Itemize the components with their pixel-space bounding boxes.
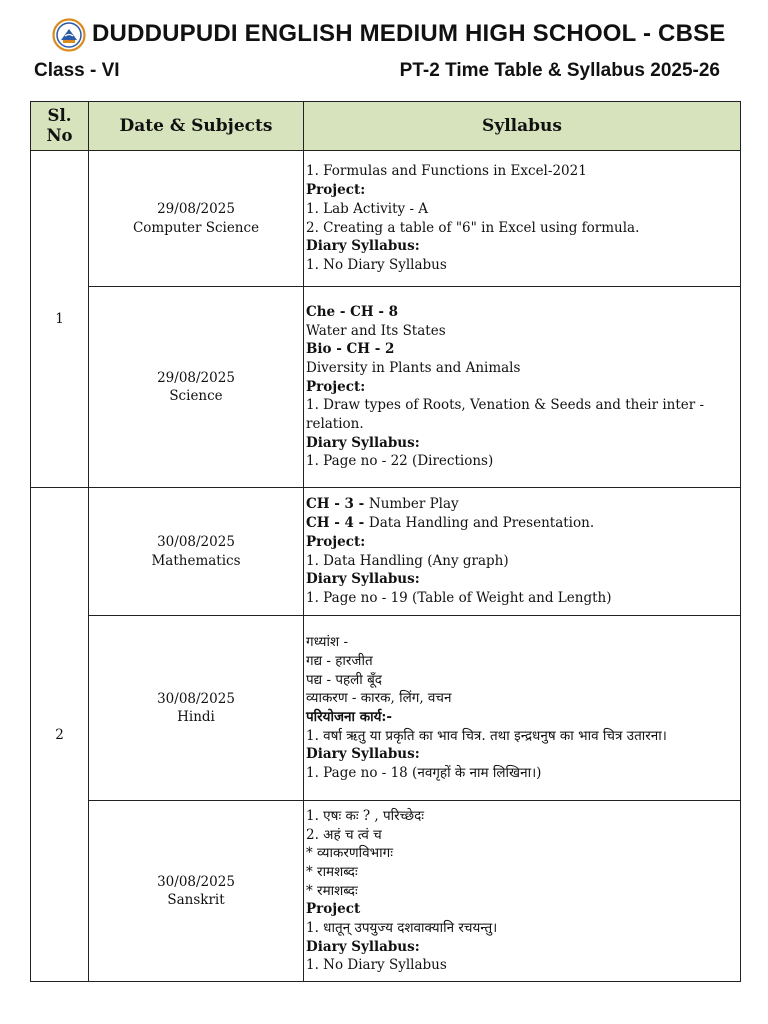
syllabus-line bbox=[306, 340, 738, 359]
syllabus-text: 1. No Diary Syllabus bbox=[306, 957, 447, 974]
class-label: Class - VI bbox=[34, 60, 120, 81]
syllabus-line bbox=[306, 764, 738, 783]
exam-date: 30/08/2025 bbox=[157, 690, 235, 707]
date-subject-cell bbox=[89, 488, 304, 616]
syllabus-line bbox=[306, 844, 738, 863]
syllabus-heading: Diary Syllabus: bbox=[306, 434, 420, 451]
syllabus-text: Number Play bbox=[368, 496, 459, 513]
syllabus-text: Diversity in Plants and Animals bbox=[306, 359, 521, 376]
date-subject-cell bbox=[89, 287, 304, 488]
syllabus-text: 1. Page no - 22 (Directions) bbox=[306, 453, 494, 470]
syllabus-heading: Diary Syllabus: bbox=[306, 571, 420, 588]
syllabus-heading: Project bbox=[306, 901, 361, 918]
header-sl-line1: Sl. bbox=[47, 106, 72, 125]
table-row bbox=[31, 151, 741, 287]
syllabus-text: 1. Data Handling (Any graph) bbox=[306, 552, 509, 569]
syllabus-line bbox=[306, 434, 738, 453]
syllabus-line bbox=[306, 863, 738, 882]
syllabus-text: 1. Draw types of Roots, Venation & Seeds and their inter - relation. bbox=[306, 397, 705, 433]
syllabus-line bbox=[306, 570, 738, 589]
syllabus-text: * रमाशब्दः bbox=[306, 882, 358, 899]
syllabus-heading: Project: bbox=[306, 182, 366, 199]
syllabus-line bbox=[306, 322, 738, 341]
syllabus-heading: Diary Syllabus: bbox=[306, 746, 420, 763]
syllabus-text: 1. धातून् उपयुज्य दशवाक्यानि रचयन्तु। bbox=[306, 920, 498, 937]
syllabus-line bbox=[306, 671, 738, 690]
sl-no-cell: 2 bbox=[31, 488, 89, 982]
syllabus-cell bbox=[304, 287, 741, 488]
table-row bbox=[31, 488, 741, 616]
header-syllabus: Syllabus bbox=[304, 102, 741, 151]
syllabus-line bbox=[306, 552, 738, 571]
exam-date: 29/08/2025 bbox=[157, 369, 235, 386]
syllabus-heading: Diary Syllabus: bbox=[306, 238, 420, 255]
syllabus-line bbox=[306, 652, 738, 671]
subject-name: Hindi bbox=[177, 709, 215, 725]
table-row bbox=[31, 287, 741, 488]
syllabus-line bbox=[306, 378, 738, 397]
syllabus-cell bbox=[304, 488, 741, 616]
subject-name: Sanskrit bbox=[167, 892, 225, 908]
syllabus-line bbox=[306, 938, 738, 957]
syllabus-line bbox=[306, 219, 738, 238]
syllabus-text: 1. Page no - 19 (Table of Weight and Length) bbox=[306, 589, 612, 606]
syllabus-cell bbox=[304, 616, 741, 801]
syllabus-heading: CH - 4 - bbox=[306, 515, 369, 532]
exam-date: 30/08/2025 bbox=[157, 873, 235, 890]
syllabus-cell bbox=[304, 151, 741, 287]
syllabus-line bbox=[306, 303, 738, 322]
syllabus-text: Data Handling and Presentation. bbox=[368, 515, 595, 532]
syllabus-text: * व्याकरणविभागः bbox=[306, 845, 393, 862]
date-subject-cell bbox=[89, 801, 304, 982]
syllabus-cell bbox=[304, 801, 741, 982]
syllabus-text: 1. Lab Activity - A bbox=[306, 200, 429, 217]
header-sl-no bbox=[31, 102, 89, 151]
syllabus-line bbox=[306, 495, 738, 514]
exam-title: PT-2 Time Table & Syllabus 2025-26 bbox=[399, 60, 720, 81]
syllabus-line bbox=[306, 633, 738, 652]
syllabus-line bbox=[306, 727, 738, 746]
subject-name: Mathematics bbox=[151, 552, 241, 569]
syllabus-text: 1. Page no - 18 (नवगृहों के नाम लिखिना।) bbox=[306, 765, 542, 782]
syllabus-text: 1. Formulas and Functions in Excel-2021 bbox=[306, 163, 587, 180]
syllabus-text: पद्य - पहली बूँद bbox=[306, 671, 382, 688]
syllabus-heading: CH - 3 - bbox=[306, 496, 369, 513]
date-subject-cell bbox=[89, 616, 304, 801]
syllabus-text: Water and Its States bbox=[306, 322, 446, 339]
syllabus-text: व्याकरण - कारक, लिंग, वचन bbox=[306, 690, 452, 707]
syllabus-line bbox=[306, 708, 738, 727]
header-date-subjects: Date & Subjects bbox=[89, 102, 304, 151]
table-body bbox=[31, 151, 741, 982]
header-sl-line2: No bbox=[46, 126, 73, 145]
timetable-table bbox=[30, 101, 741, 982]
syllabus-text: गध्यांश - bbox=[306, 634, 349, 651]
syllabus-line bbox=[306, 826, 738, 845]
table-header-row bbox=[31, 102, 741, 151]
date-subject-cell bbox=[89, 151, 304, 287]
school-name: DUDDUPUDI ENGLISH MEDIUM HIGH SCHOOL - CBSE bbox=[92, 20, 726, 47]
syllabus-line bbox=[306, 452, 738, 471]
syllabus-line bbox=[306, 256, 738, 275]
syllabus-text: गद्य - हारजीत bbox=[306, 652, 373, 669]
syllabus-heading: Diary Syllabus: bbox=[306, 938, 420, 955]
school-logo-icon bbox=[52, 18, 86, 52]
syllabus-text: 1. No Diary Syllabus bbox=[306, 256, 447, 273]
syllabus-line bbox=[306, 689, 738, 708]
school-header bbox=[0, 14, 768, 56]
syllabus-heading: Bio - CH - 2 bbox=[306, 341, 395, 358]
subject-name: Computer Science bbox=[132, 219, 260, 236]
syllabus-text: 2. Creating a table of "6" in Excel using formula. bbox=[306, 219, 640, 236]
syllabus-line bbox=[306, 181, 738, 200]
syllabus-line bbox=[306, 359, 738, 378]
syllabus-line bbox=[306, 162, 738, 181]
syllabus-line bbox=[306, 514, 738, 533]
exam-date: 29/08/2025 bbox=[157, 201, 235, 217]
syllabus-text: 2. अहं च त्वं च bbox=[306, 826, 382, 843]
syllabus-line bbox=[306, 237, 738, 256]
syllabus-line bbox=[306, 396, 738, 433]
syllabus-text: 1. एषः कः ? , परिच्छेदः bbox=[306, 807, 424, 824]
syllabus-line bbox=[306, 745, 738, 764]
syllabus-line bbox=[306, 807, 738, 826]
syllabus-line bbox=[306, 882, 738, 901]
syllabus-line bbox=[306, 200, 738, 219]
subject-name: Science bbox=[169, 388, 223, 404]
syllabus-line bbox=[306, 919, 738, 938]
sl-no-cell: 1 bbox=[31, 151, 89, 488]
syllabus-text: 1. वर्षा ऋतु या प्रकृति का भाव चित्र. तथा इन्द्रधनुष का भाव चित्र उतारना। bbox=[306, 727, 667, 744]
syllabus-heading: Project: bbox=[306, 378, 366, 395]
syllabus-line bbox=[306, 533, 738, 552]
syllabus-heading: Che - CH - 8 bbox=[306, 303, 399, 320]
syllabus-line bbox=[306, 956, 738, 975]
syllabus-text: * रामशब्दः bbox=[306, 863, 358, 880]
table-row bbox=[31, 616, 741, 801]
syllabus-line bbox=[306, 900, 738, 919]
table-row bbox=[31, 801, 741, 982]
syllabus-heading: Project: bbox=[306, 533, 366, 550]
syllabus-line bbox=[306, 589, 738, 608]
syllabus-heading: परियोजना कार्य:- bbox=[306, 709, 392, 725]
exam-date: 30/08/2025 bbox=[157, 534, 235, 550]
